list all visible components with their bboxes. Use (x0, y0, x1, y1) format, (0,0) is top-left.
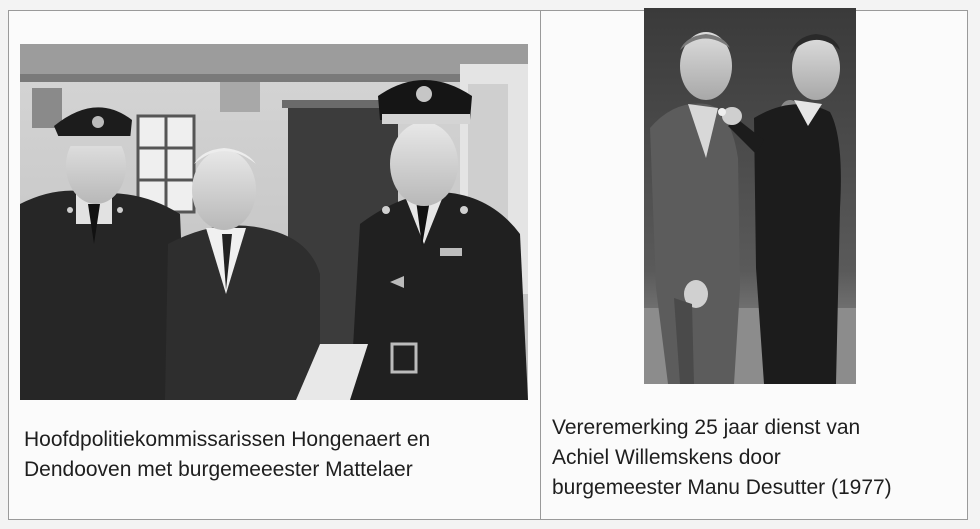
police-officers-photo-icon (20, 44, 528, 400)
caption-line: Dendooven met burgemeeester Mattelaer (24, 458, 413, 481)
caption-police-officers (24, 425, 430, 485)
photo-police-officers-and-mayor (20, 44, 528, 400)
caption-medal-ceremony (552, 413, 892, 503)
photo-medal-ceremony (644, 8, 856, 384)
caption-line: Hoofdpolitiekommissarissen Hongenaert en (24, 428, 431, 451)
column-divider (540, 10, 541, 520)
medal-ceremony-photo-icon (644, 8, 856, 384)
caption-line: Vereremerking 25 jaar dienst van (552, 416, 861, 439)
caption-line: burgemeester Manu Desutter (1977) (552, 476, 892, 499)
caption-line: Achiel Willemskens door (552, 446, 781, 469)
